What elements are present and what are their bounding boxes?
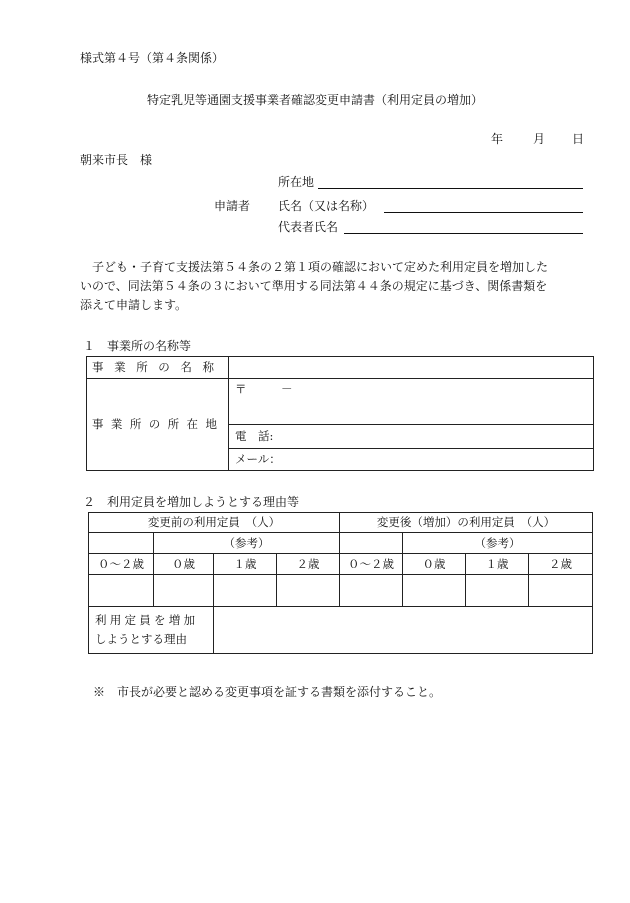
reason-label-line2: しようとする理由 xyxy=(95,632,187,646)
facility-phone-input[interactable] xyxy=(229,425,594,449)
after-col-0-2: ０～２歳 xyxy=(340,554,403,575)
form-number: 様式第４号（第４条関係） xyxy=(80,51,225,65)
addressee: 朝来市長 様 xyxy=(80,153,153,167)
email-label: メール： xyxy=(235,452,281,466)
body-text xyxy=(80,258,548,315)
after-col-2: ２歳 xyxy=(529,554,593,575)
date-year-label: 年 xyxy=(491,132,504,146)
before-col-1: １歳 xyxy=(214,554,277,575)
before-capacity-header: 変更前の利用定員 （人） xyxy=(89,513,340,533)
phone-label: 電 話: xyxy=(235,429,274,443)
before-1-input[interactable] xyxy=(214,575,277,607)
after-1-input[interactable] xyxy=(466,575,529,607)
section1-heading: １ 事業所の名称等 xyxy=(83,339,192,353)
body-text-line: 子ども・子育て支援法第５４条の２第１項の確認において定めた利用定員を増加した xyxy=(80,260,549,274)
reason-label-cell xyxy=(89,607,214,654)
before-blank-cell xyxy=(89,533,154,554)
after-0-input[interactable] xyxy=(403,575,466,607)
facility-name-input[interactable] xyxy=(229,357,594,379)
facility-table xyxy=(86,356,594,471)
representative-label: 代表者氏名 xyxy=(278,220,339,234)
after-reference-label: （参考） xyxy=(403,533,593,554)
representative-field[interactable] xyxy=(344,233,583,234)
before-2-input[interactable] xyxy=(277,575,340,607)
after-col-0: ０歳 xyxy=(403,554,466,575)
attachment-note: ※ 市長が必要と認める変更事項を証する書類を添付すること。 xyxy=(93,685,442,699)
date-day-label: 日 xyxy=(572,132,585,146)
postal-code-prefix: 〒 － xyxy=(235,382,293,396)
facility-address-input[interactable] xyxy=(229,379,594,425)
before-0-2-input[interactable] xyxy=(89,575,154,607)
after-blank-cell xyxy=(340,533,403,554)
before-0-input[interactable] xyxy=(154,575,214,607)
section2-heading: ２ 利用定員を増加しようとする理由等 xyxy=(83,495,300,509)
reason-input[interactable] xyxy=(214,607,593,654)
date-month-label: 月 xyxy=(533,132,546,146)
before-reference-label: （参考） xyxy=(154,533,340,554)
after-capacity-header: 変更後（増加）の利用定員 （人） xyxy=(340,513,593,533)
facility-address-label: 事 業 所 の 所 在 地 xyxy=(92,417,217,431)
body-text-line: いので、同法第５４条の３において準用する同法第４４条の規定に基づき、関係書類を xyxy=(80,279,548,293)
name-label: 氏名（又は名称） xyxy=(278,199,375,213)
after-col-1: １歳 xyxy=(466,554,529,575)
before-col-0-2: ０～２歳 xyxy=(89,554,154,575)
address-label: 所在地 xyxy=(278,175,315,189)
after-0-2-input[interactable] xyxy=(340,575,403,607)
applicant-label: 申請者 xyxy=(214,199,251,213)
reason-label-line1: 利 用 定 員 を 増 加 xyxy=(95,613,195,627)
name-field[interactable] xyxy=(384,212,583,213)
before-col-0: ０歳 xyxy=(154,554,214,575)
address-field[interactable] xyxy=(318,188,583,189)
facility-name-label: 事 業 所 の 名 称 xyxy=(92,360,214,374)
capacity-table xyxy=(88,512,593,654)
facility-name-label-cell xyxy=(87,357,229,379)
form-title: 特定乳児等通園支援事業者確認変更申請書（利用定員の増加） xyxy=(146,93,483,107)
facility-email-input[interactable] xyxy=(229,449,594,471)
body-text-line: 添えて申請します。 xyxy=(80,298,188,312)
before-col-2: ２歳 xyxy=(277,554,340,575)
after-2-input[interactable] xyxy=(529,575,593,607)
facility-address-label-cell xyxy=(87,379,229,471)
